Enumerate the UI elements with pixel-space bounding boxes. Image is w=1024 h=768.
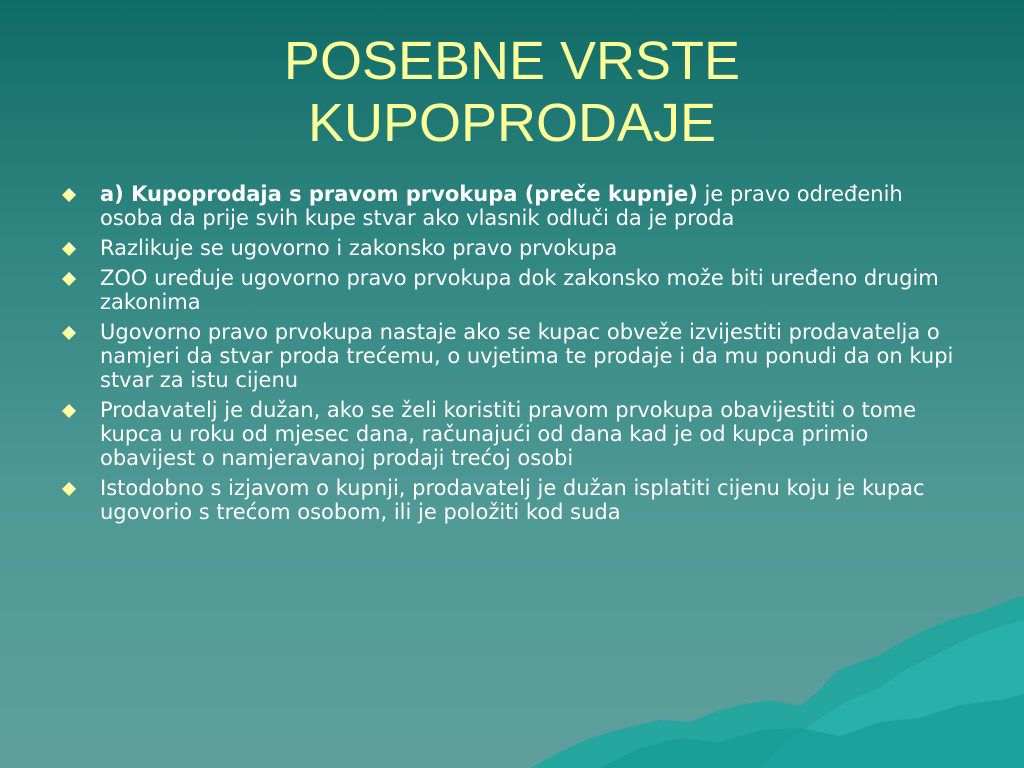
title-line-1: POSEBNE VRSTE [283, 31, 741, 91]
diamond-bullet-icon [62, 482, 76, 496]
bullet-item [60, 476, 960, 524]
bullet-text: ZOO uređuje ugovorno pravo prvokupa dok zakonsko može biti uređeno drugim zakonima [100, 266, 939, 314]
bullet-item [60, 236, 960, 260]
bullet-text [100, 182, 960, 230]
bullet-text: Razlikuje se ugovorno i zakonsko pravo prvokupa [100, 236, 618, 260]
bullet-bold-text: a) Kupoprodaja s pravom prvokupa (preče kupnje) [100, 182, 698, 206]
slide-title [0, 30, 1024, 154]
bullet-item [60, 182, 960, 230]
bullet-text: Istodobno s izjavom o kupnji, prodavatelj je dužan isplatiti cijenu koju je kupac ugovorio s trećom osobom, ili je položiti kod suda [100, 476, 925, 524]
diamond-bullet-icon [62, 272, 76, 286]
bullet-item [60, 266, 960, 314]
bullet-item [60, 398, 960, 470]
bullet-item [60, 320, 960, 392]
bullet-text: Prodavatelj je dužan, ako se želi koristiti pravom prvokupa obavijestiti o tome kupca u roku od mjesec dana, računajući od dana kad je od kupca primio obavijest o namjeravanoj prodaji trećoj osobi [100, 398, 917, 470]
bullet-list [60, 182, 960, 530]
title-line-2: KUPOPRODAJE [307, 93, 717, 153]
diamond-bullet-icon [62, 242, 76, 256]
bullet-text: Ugovorno pravo prvokupa nastaje ako se kupac obveže izvijestiti prodavatelja o namjeri da stvar proda trećemu, o uvjetima te prodaje i da mu ponudi da on kupi stvar za istu cijenu [100, 320, 954, 392]
diamond-bullet-icon [62, 188, 76, 202]
bullet-rest-text: je pravo određenih osoba da prije svih kupe stvar ako vlasnik odluči da je proda [100, 182, 903, 230]
diamond-bullet-icon [62, 326, 76, 340]
diamond-bullet-icon [62, 404, 76, 418]
